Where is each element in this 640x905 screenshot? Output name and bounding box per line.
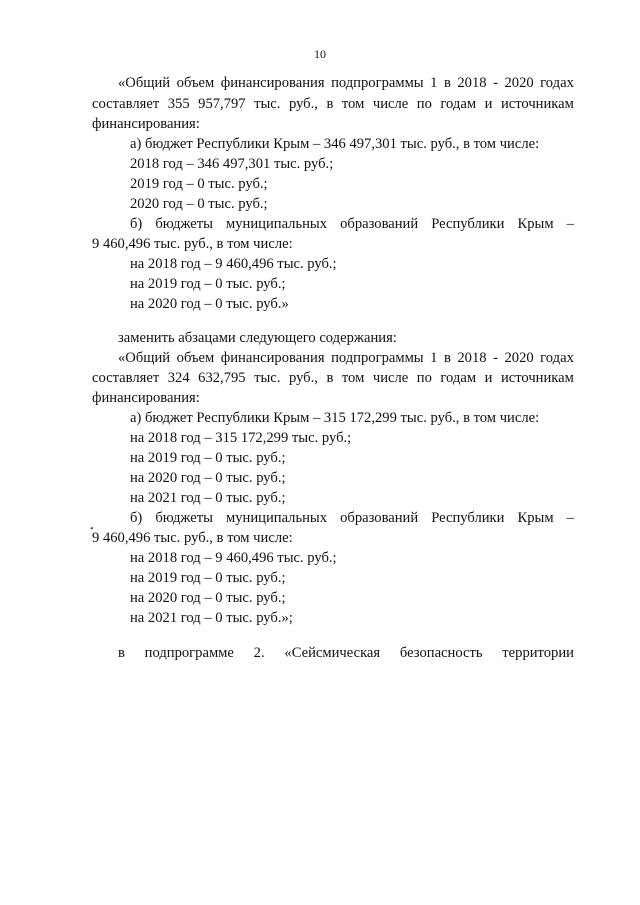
word: источникам <box>500 370 574 386</box>
word: муниципальных <box>225 510 328 526</box>
old-municipal-line-2: 9 460,496 тыс. руб., в том числе: <box>92 236 293 252</box>
word: подпрограмме <box>144 645 234 661</box>
new-funding-line-3: финансирования: <box>92 390 200 406</box>
word: 1 <box>430 75 438 91</box>
word: числе <box>372 96 409 112</box>
word: руб., <box>288 96 318 112</box>
word: подпрограммы <box>331 350 424 366</box>
word: источникам <box>500 96 574 112</box>
new-year-2018: на 2018 год – 315 172,299 тыс. руб.; <box>130 430 352 446</box>
word: годах <box>540 350 574 366</box>
old-year-2018: 2018 год – 346 497,301 тыс. руб.; <box>130 156 334 172</box>
new-year-2019: на 2019 год – 0 тыс. руб.; <box>130 450 286 466</box>
word: Крым <box>517 510 554 526</box>
new-budget-rk: а) бюджет Республики Крым – 315 172,299 тыс. руб., в том числе: <box>130 410 540 426</box>
word: в <box>443 350 451 366</box>
word: в <box>443 75 451 91</box>
word: – <box>566 510 574 526</box>
word: составляет <box>92 96 160 112</box>
replace-intro: заменить абзацами следующего содержания: <box>118 330 397 346</box>
word: руб., <box>288 370 318 386</box>
page-number: 10 <box>314 47 326 61</box>
word: финансирования <box>220 75 325 91</box>
word: подпрограммы <box>331 75 424 91</box>
new-municipal-2021: на 2021 год – 0 тыс. руб.»; <box>130 610 293 626</box>
word: в <box>326 96 334 112</box>
word: том <box>341 96 365 112</box>
word: бюджеты <box>155 510 213 526</box>
margin-mark: • <box>90 524 94 535</box>
word: объем <box>176 75 215 91</box>
old-municipal-2018: на 2018 год – 9 460,496 тыс. руб.; <box>130 256 337 272</box>
new-municipal-2019: на 2019 год – 0 тыс. руб.; <box>130 570 286 586</box>
word: Крым <box>517 216 554 232</box>
new-municipal-line-2: 9 460,496 тыс. руб., в том числе: <box>92 530 293 546</box>
word: тыс. <box>254 370 281 386</box>
word: объем <box>176 350 215 366</box>
word: финансирования <box>220 350 325 366</box>
word: - <box>493 75 498 91</box>
word: б) <box>130 510 143 526</box>
word: 2020 <box>504 350 534 366</box>
old-funding-line-3: финансирования: <box>92 116 200 132</box>
old-year-2020: 2020 год – 0 тыс. руб.; <box>130 196 268 212</box>
word: годам <box>440 370 477 386</box>
old-municipal-2019: на 2019 год – 0 тыс. руб.; <box>130 276 286 292</box>
word: в <box>118 645 125 661</box>
word: годам <box>440 96 477 112</box>
old-municipal-2020: на 2020 год – 0 тыс. руб.» <box>130 296 289 312</box>
word: по <box>416 96 432 112</box>
word: 632,795 <box>198 370 246 386</box>
new-municipal-2018: на 2018 год – 9 460,496 тыс. руб.; <box>130 550 337 566</box>
word: безопасность <box>399 645 483 661</box>
word: составляет <box>92 370 160 386</box>
word: 1 <box>430 350 438 366</box>
word: «Сейсмическая <box>284 645 381 661</box>
new-municipal-2020: на 2020 год – 0 тыс. руб.; <box>130 590 286 606</box>
word: том <box>341 370 365 386</box>
word: образований <box>340 510 419 526</box>
word: территории <box>502 645 574 661</box>
new-year-2020: на 2020 год – 0 тыс. руб.; <box>130 470 286 486</box>
word: и <box>484 370 493 386</box>
word: Республики <box>431 510 505 526</box>
word: – <box>566 216 574 232</box>
word: бюджеты <box>155 216 213 232</box>
word: «Общий <box>118 75 171 91</box>
word: и <box>484 96 493 112</box>
word: 2018 <box>457 350 487 366</box>
word: муниципальных <box>225 216 328 232</box>
word: «Общий <box>118 350 171 366</box>
word: 2018 <box>457 75 487 91</box>
word: 957,797 <box>198 96 246 112</box>
old-budget-rk: а) бюджет Республики Крым – 346 497,301 тыс. руб., в том числе: <box>130 136 540 152</box>
new-year-2021: на 2021 год – 0 тыс. руб.; <box>130 490 286 506</box>
word: - <box>493 350 498 366</box>
word: 324 <box>167 370 190 386</box>
word: по <box>416 370 432 386</box>
word: в <box>326 370 334 386</box>
word: образований <box>340 216 419 232</box>
word: б) <box>130 216 143 232</box>
word: 2. <box>253 645 265 661</box>
word: годах <box>540 75 574 91</box>
word: Республики <box>431 216 505 232</box>
word: тыс. <box>254 96 281 112</box>
old-year-2019: 2019 год – 0 тыс. руб.; <box>130 176 268 192</box>
word: числе <box>372 370 409 386</box>
word: 355 <box>167 96 190 112</box>
word: 2020 <box>504 75 534 91</box>
